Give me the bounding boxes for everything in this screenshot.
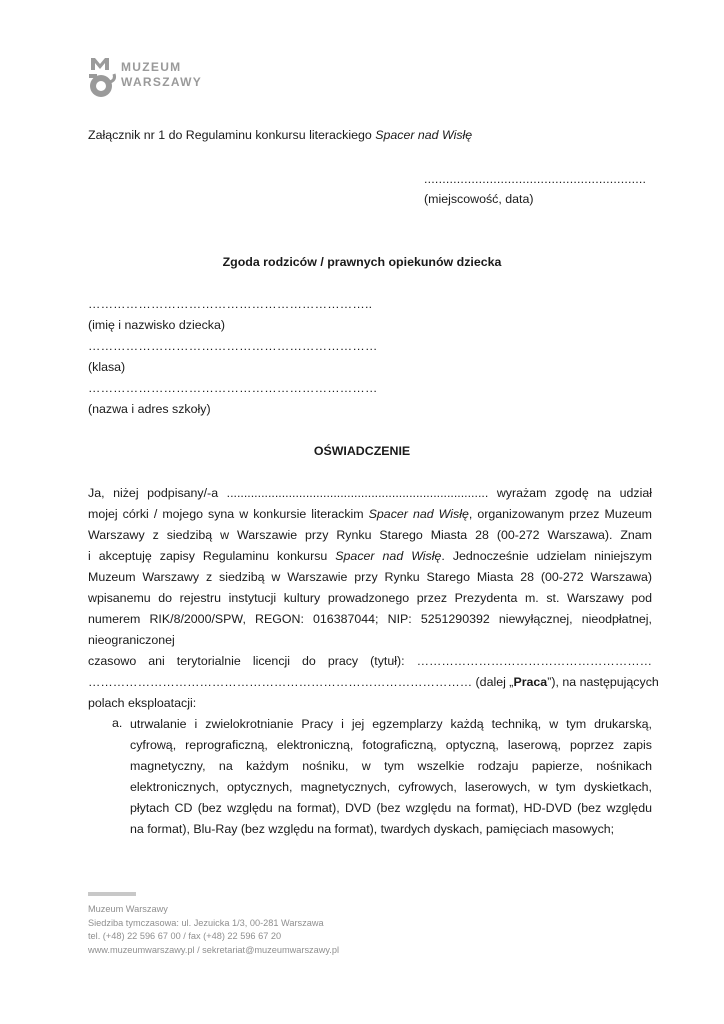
class-dots: ……………………………………………………………	[88, 339, 378, 353]
logo-line-2: WARSZAWY	[121, 75, 203, 89]
declaration-line: i akceptuję zapisy Regulaminu konkursu Spacer nad Wisłę. Jednocześnie udzielam niniejszym	[88, 549, 653, 563]
footer	[88, 903, 339, 957]
attachment-title: Spacer nad Wisłę	[375, 128, 473, 142]
declaration-line: ………………………………………………………………………………… (dalej „Praca”), na następujących	[88, 675, 659, 689]
place-date-label: (miejscowość, data)	[424, 192, 534, 206]
footer-web: www.muzeumwarszawy.pl / sekretariat@muzeumwarszawy.pl	[88, 944, 339, 955]
place-date-dots: .............................................................	[424, 172, 647, 186]
consent-title: Zgoda rodziców / prawnych opiekunów dziecka	[222, 255, 502, 269]
list-marker-a: a.	[112, 716, 123, 730]
attachment-header	[88, 128, 472, 142]
attachment-prefix: Załącznik nr 1 do Regulaminu konkursu literackiego	[88, 128, 376, 142]
declaration-line: Warszawy z siedzibą w Warszawie przy Rynku Starego Miasta 28 (00-272 Warszawa). Znam	[88, 528, 652, 542]
list-item-line: utrwalanie i zwielokrotnianie Pracy i jej egzemplarzy każdą techniką, w tym drukarską,	[130, 717, 652, 731]
footer-phone: tel. (+48) 22 596 67 00 / fax (+48) 22 596 67 20	[88, 931, 282, 941]
list-item-line: na format), Blu-Ray (bez względu na format), twardych dyskach, pamięciach masowych;	[130, 822, 615, 836]
school-dots: ……………………………………………………………	[88, 381, 378, 395]
declaration-line: mojej córki / mojego syna w konkursie literackim Spacer nad Wisłę, organizowanym przez Muzeum	[88, 507, 653, 521]
declaration-line: Muzeum Warszawy z siedzibą w Warszawie przy Rynku Starego Miasta 28 (00-272 Warszawa)	[88, 570, 652, 584]
child-name-dots: …………………………………………………………..	[88, 297, 373, 311]
child-name-label: (imię i nazwisko dziecka)	[88, 318, 226, 332]
footer-name: Muzeum Warszawy	[88, 904, 168, 914]
list-item-line: cyfrową, reprograficzną, elektroniczną, fotograficzną, optyczną, laserową, poprzez zapis	[130, 738, 652, 752]
list-item-line: magnetyczny, na każdym nośniku, w tym wszelkie rodzaju papierze, nośnikach	[130, 759, 652, 773]
declaration-line: wpisanemu do rejestru instytucji kultury prowadzonego przez Prezydenta m. st. Warszawy pod	[88, 591, 652, 605]
museum-logo	[88, 56, 208, 102]
footer-divider	[88, 892, 136, 896]
list-item-a	[130, 716, 652, 842]
footer-address: Siedziba tymczasowa: ul. Jezuicka 1/3, 00-281 Warszawa	[88, 917, 324, 928]
declaration-heading: OŚWIADCZENIE	[313, 444, 411, 458]
declaration-line: Ja, niżej podpisany/-a ............................................................................ wyrażam zgodę na udział	[88, 486, 652, 500]
list-item-line: płytach CD (bez względu na format), DVD (bez względu na format), HD-DVD (bez względu	[130, 801, 652, 815]
logo-line-1: MUZEUM	[121, 60, 182, 74]
class-label: (klasa)	[88, 360, 126, 374]
declaration-paragraph	[88, 485, 659, 716]
declaration-line: nieograniczonej	[88, 633, 175, 647]
declaration-line: polach eksploatacji:	[88, 696, 197, 710]
muzeum-warszawy-mermaid-logo-icon	[88, 56, 118, 100]
school-label: (nazwa i adres szkoły)	[88, 402, 211, 416]
declaration-line: czasowo ani terytorialnie licencji do pracy (tytuł): …………………………………………………	[88, 654, 652, 668]
list-item-line: elektronicznych, optycznych, magnetycznych, cyfrowych, laserowych, w tym dyskietkach,	[130, 780, 652, 794]
declaration-line: numerem RIK/8/2000/SPW, REGON: 016387044; NIP: 5251290392 niewyłącznej, nieodpłatnej,	[88, 612, 652, 626]
